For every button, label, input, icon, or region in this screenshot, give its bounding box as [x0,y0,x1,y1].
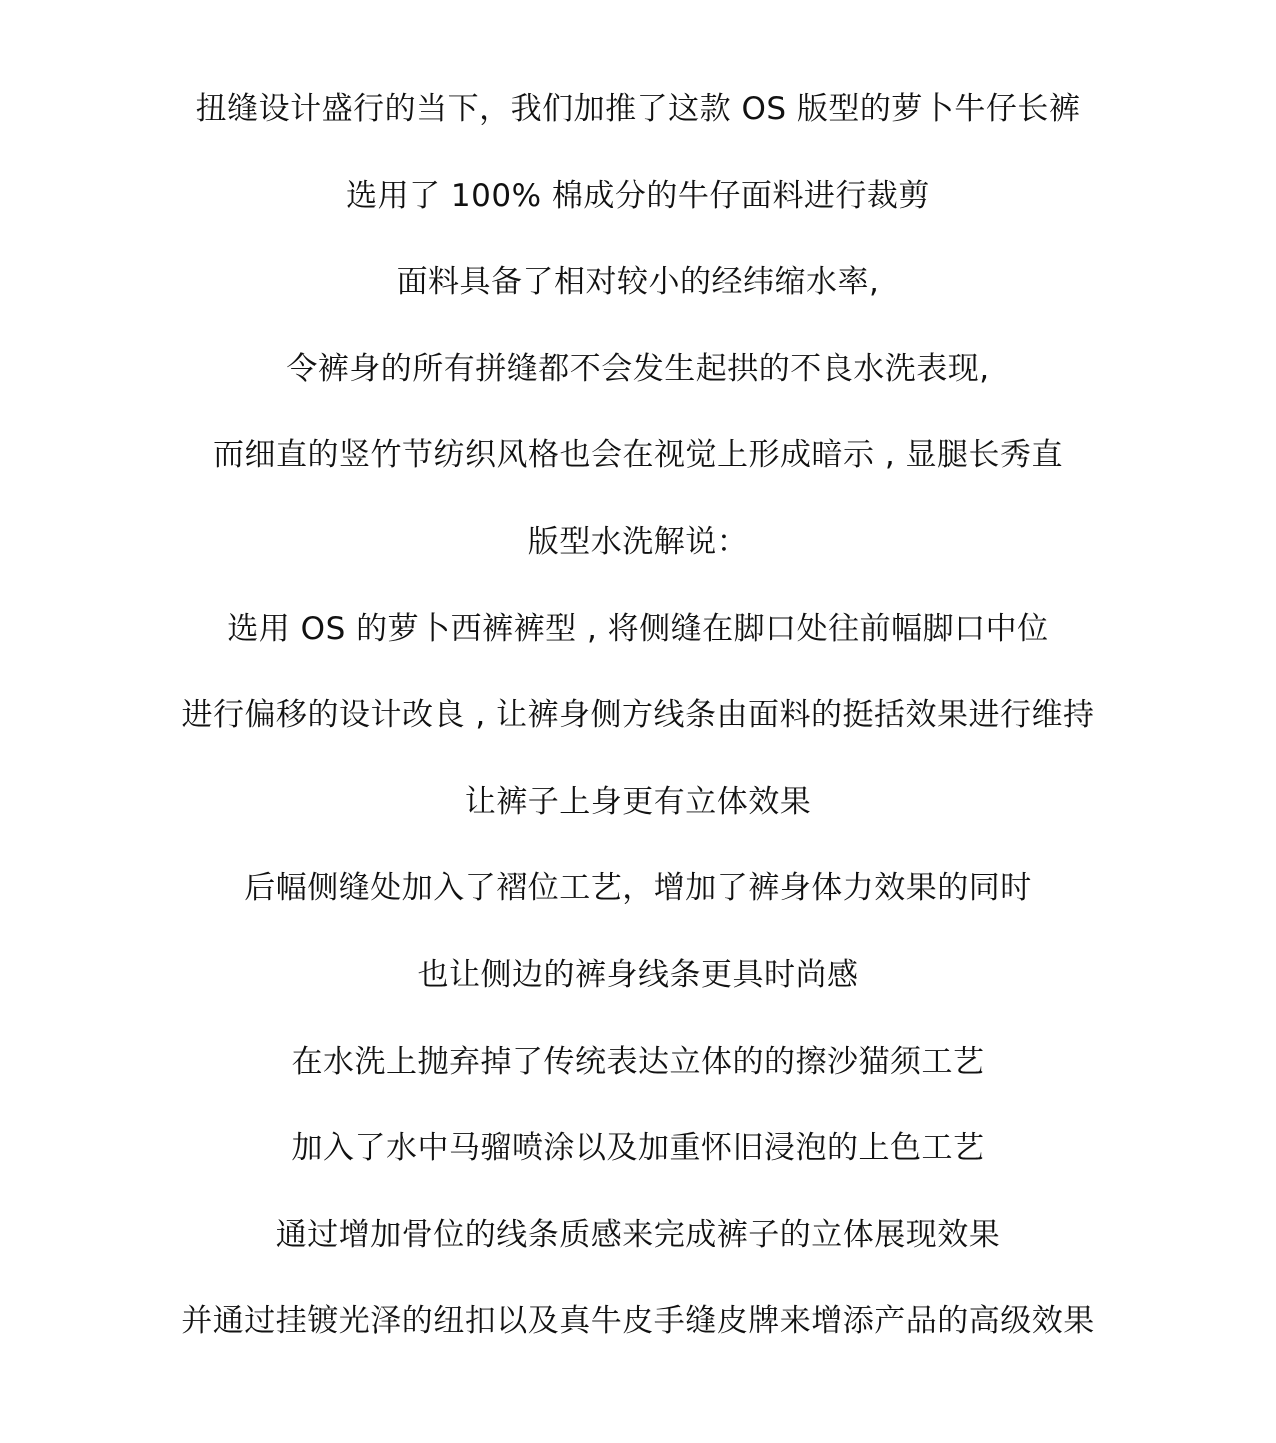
wash-line: 在水洗上抛弃掉了传统表达立体的的擦沙猫须工艺 [291,1043,985,1080]
rib-line: 通过增加骨位的线条质感来完成裤子的立体展现效果 [275,1216,1001,1253]
hardware-line: 并通过挂镀光泽的纽扣以及真牛皮手缝皮牌来增添产品的高级效果 [181,1303,1095,1340]
section-heading: 版型水洗解说： [527,523,749,560]
style-line: 也让侧边的裤身线条更具时尚感 [417,956,859,993]
texture-line: 而细直的竖竹节纺织风格也会在视觉上形成暗示 , 显腿长秀直 [212,437,1064,474]
effect-line: 让裤子上身更有立体效果 [464,783,812,820]
design-line: 进行偏移的设计改良 , 让裤身侧方线条由面料的挺括效果进行维持 [181,697,1095,734]
fabric-line: 选用了 100% 棉成分的牛仔面料进行裁剪 [346,177,930,214]
seam-line: 令裤身的所有拼缝都不会发生起拱的不良水洗表现, [286,350,990,387]
pleat-line: 后幅侧缝处加入了褶位工艺，增加了裤身体力效果的同时 [244,870,1032,907]
shrinkage-line: 面料具备了相对较小的经纬缩水率, [396,264,880,301]
color-process-line: 加入了水中马骝喷涂以及加重怀旧浸泡的上色工艺 [291,1130,985,1167]
fit-line: 选用 OS 的萝卜西裤裤型 , 将侧缝在脚口处往前幅脚口中位 [227,610,1049,647]
intro-line: 扭缝设计盛行的当下，我们加推了这款 OS 版型的萝卜牛仔长裤 [195,91,1081,127]
product-description [0,84,1276,1383]
